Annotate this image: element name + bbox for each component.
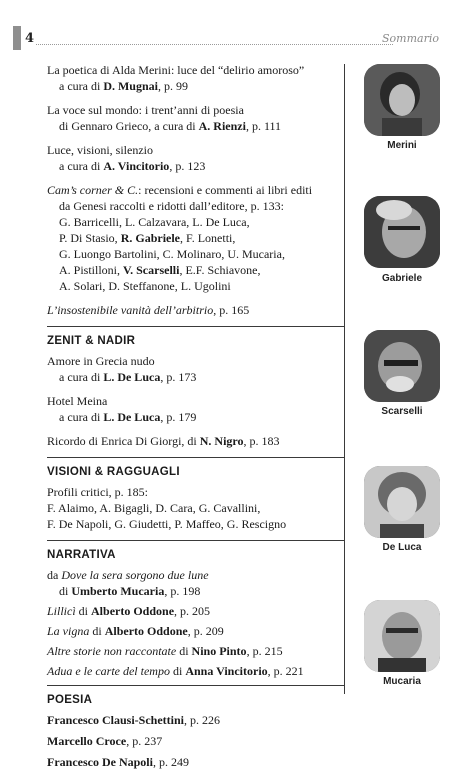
entry-title: La poetica di Alda Merini: luce del “delirio amoroso” <box>47 63 305 77</box>
entry-line: A. Solari, D. Steffanone, L. Ugolini <box>59 279 231 293</box>
toc-entry-due-lune <box>47 567 339 599</box>
toc-entry-cams-corner <box>47 182 339 294</box>
portrait-caption: De Luca <box>382 542 422 553</box>
entry-line <box>47 230 339 246</box>
page-ref: , p. 198 <box>164 584 201 598</box>
entry-credit <box>47 409 339 425</box>
section-heading-narrativa: NARRATIVA <box>47 540 345 563</box>
credit-name: Francesco De Napoli <box>47 755 153 769</box>
entry-line: da Genesi raccolti e ridotti dall’editore, p. 133: <box>59 199 284 213</box>
entry-title <box>47 623 339 639</box>
toc-entry-lillici <box>47 603 339 619</box>
portrait-photo-de-luca <box>364 466 440 538</box>
running-title: Sommario <box>382 32 439 45</box>
toc-entry-profili-critici <box>47 484 339 532</box>
entry-title <box>47 433 339 449</box>
entry-credit <box>47 78 339 94</box>
page-ref: , p. 179 <box>160 410 197 424</box>
entry-line: G. Barricelli, L. Calzavara, L. De Luca, <box>59 215 250 229</box>
entry-title-italic: Dove la sera sorgono due lune <box>61 568 209 582</box>
credit-name: L. De Luca <box>103 370 161 384</box>
entry-title-italic: Lillicì <box>47 604 76 618</box>
toc-entry-merini <box>47 62 339 94</box>
page-ref: , p. 205 <box>174 604 211 618</box>
highlight-name: R. Gabriele <box>120 231 181 245</box>
toc-entry-grieco <box>47 102 339 134</box>
toc-entry-hotel-meina <box>47 393 339 425</box>
page-ref: , p. 237 <box>126 734 163 748</box>
portrait-de-luca-icon <box>364 466 440 538</box>
page-ref: , p. 221 <box>267 664 304 678</box>
section-heading-visioni-ragguagli: VISIONI & RAGGUAGLI <box>47 457 345 480</box>
title-connector: di <box>89 624 105 638</box>
credit-prefix: di Gennaro Grieco, a cura di <box>59 119 199 133</box>
portrait-photo-gabriele <box>364 196 440 268</box>
table-of-contents <box>47 62 339 770</box>
entry-title <box>47 663 339 679</box>
credit-name: Alberto Oddone <box>91 604 175 618</box>
entry-line: F. Alaimo, A. Bigagli, D. Cara, G. Cavallini, <box>47 501 261 515</box>
page-number: 4 <box>25 31 35 46</box>
entry-title <box>47 643 339 659</box>
names-prefix: P. Di Stasio, <box>59 231 121 245</box>
entry-title: Luce, visioni, silenzio <box>47 143 153 157</box>
portrait-caption: Scarselli <box>381 406 423 417</box>
title-connector: di <box>169 664 186 678</box>
toc-entry-croce <box>47 733 339 749</box>
entry-title: Profili critici, p. 185: <box>47 485 148 499</box>
highlight-name: V. Scarselli <box>123 263 180 277</box>
entry-title-italic: Altre storie non raccontate <box>47 644 177 658</box>
credit-name: Umberto Mucaria <box>71 584 165 598</box>
names-suffix: , F. Lonetti, <box>180 231 236 245</box>
header-rule <box>36 44 393 45</box>
column-divider <box>344 64 345 694</box>
entry-title <box>47 733 339 749</box>
toc-entry-insostenibile <box>47 302 339 318</box>
entry-title-italic: L’insostenibile vanità dell’arbitrio <box>47 303 214 317</box>
credit-name: L. De Luca <box>103 410 161 424</box>
credit-name: A. Vincitorio <box>103 159 170 173</box>
portrait-gabriele-icon <box>364 196 440 268</box>
credit-prefix: a cura di <box>59 79 104 93</box>
page-ref: , p. 209 <box>187 624 224 638</box>
toc-entry-de-napoli <box>47 754 339 770</box>
entry-line: G. Luongo Bartolini, C. Molinaro, U. Mucaria, <box>59 247 285 261</box>
credit-name: D. Mugnai <box>103 79 158 93</box>
credit-name: Marcello Croce <box>47 734 127 748</box>
portrait-photo-mucaria <box>364 600 440 672</box>
toc-entry-clausi-schettini <box>47 712 339 728</box>
entry-title: Hotel Meina <box>47 394 108 408</box>
page-ref: , p. 123 <box>169 159 206 173</box>
entry-title-italic: Adua e le carte del tempo <box>47 664 170 678</box>
portrait-caption: Merini <box>387 140 417 151</box>
entry-line: F. De Napoli, G. Giudetti, P. Maffeo, G. Rescigno <box>47 517 287 531</box>
entry-title <box>47 182 339 198</box>
entry-title <box>47 567 339 583</box>
page-ref: , p. 183 <box>243 434 280 448</box>
entry-title-rest: : recensioni e commenti ai libri editi <box>138 183 313 197</box>
portrait-merini-icon <box>364 64 440 136</box>
toc-entry-adua <box>47 663 339 679</box>
title-connector: di <box>176 644 192 658</box>
credit-prefix: a cura di <box>59 370 104 384</box>
portrait-scarselli-icon <box>364 330 440 402</box>
section-heading-poesia: POESIA <box>47 685 345 708</box>
credit-prefix: a cura di <box>59 410 104 424</box>
title-connector: di <box>75 604 92 618</box>
credit-name: N. Nigro <box>199 434 244 448</box>
credit-name: Anna Vincitorio <box>185 664 268 678</box>
entry-credit <box>47 118 339 134</box>
toc-entry-amore-grecia <box>47 353 339 385</box>
page-ref: , p. 99 <box>158 79 188 93</box>
credit-prefix: a cura di <box>59 159 104 173</box>
credit-prefix: di <box>59 584 72 598</box>
entry-title-text: Ricordo di Enrica Di Giorgi, di <box>47 434 200 448</box>
entry-title <box>47 754 339 770</box>
toc-entry-la-vigna <box>47 623 339 639</box>
portrait-photo-scarselli <box>364 330 440 402</box>
page-ref: , p. 215 <box>246 644 283 658</box>
toc-entry-ricordo <box>47 433 339 449</box>
names-suffix: , E.F. Schiavone, <box>179 263 261 277</box>
page-ref: , p. 173 <box>160 370 197 384</box>
credit-name: Francesco Clausi-Schettini <box>47 713 184 727</box>
names-prefix: A. Pistilloni, <box>59 263 124 277</box>
toc-entry-luce <box>47 142 339 174</box>
entry-title-italic: La vigna <box>47 624 90 638</box>
entry-title <box>47 302 339 318</box>
entry-line <box>47 262 339 278</box>
entry-title: La voce sul mondo: i trent’anni di poesia <box>47 103 244 117</box>
credit-name: Nino Pinto <box>191 644 247 658</box>
page-ref: , p. 226 <box>184 713 220 727</box>
portrait-caption: Gabriele <box>381 273 423 284</box>
entry-credit <box>47 583 339 599</box>
entry-title: Amore in Grecia nudo <box>47 354 155 368</box>
page-ref: , p. 111 <box>245 119 282 133</box>
portrait-caption: Mucaria <box>383 676 421 687</box>
entry-title <box>47 712 339 728</box>
page-ref: , p. 249 <box>152 755 189 769</box>
entry-title <box>47 603 339 619</box>
credit-name: A. Rienzi <box>198 119 246 133</box>
portrait-mucaria-icon <box>364 600 440 672</box>
page-ref: , p. 165 <box>213 303 250 317</box>
entry-title-italic: Cam’s corner & C. <box>47 183 139 197</box>
credit-name: Alberto Oddone <box>104 624 188 638</box>
section-heading-zenit-nadir: ZENIT & NADIR <box>47 326 345 349</box>
entry-credit <box>47 158 339 174</box>
toc-entry-altre-storie <box>47 643 339 659</box>
title-prefix: da <box>47 568 62 582</box>
portrait-photo-merini <box>364 64 440 136</box>
entry-credit <box>47 369 339 385</box>
page-tab-marker <box>13 26 21 50</box>
